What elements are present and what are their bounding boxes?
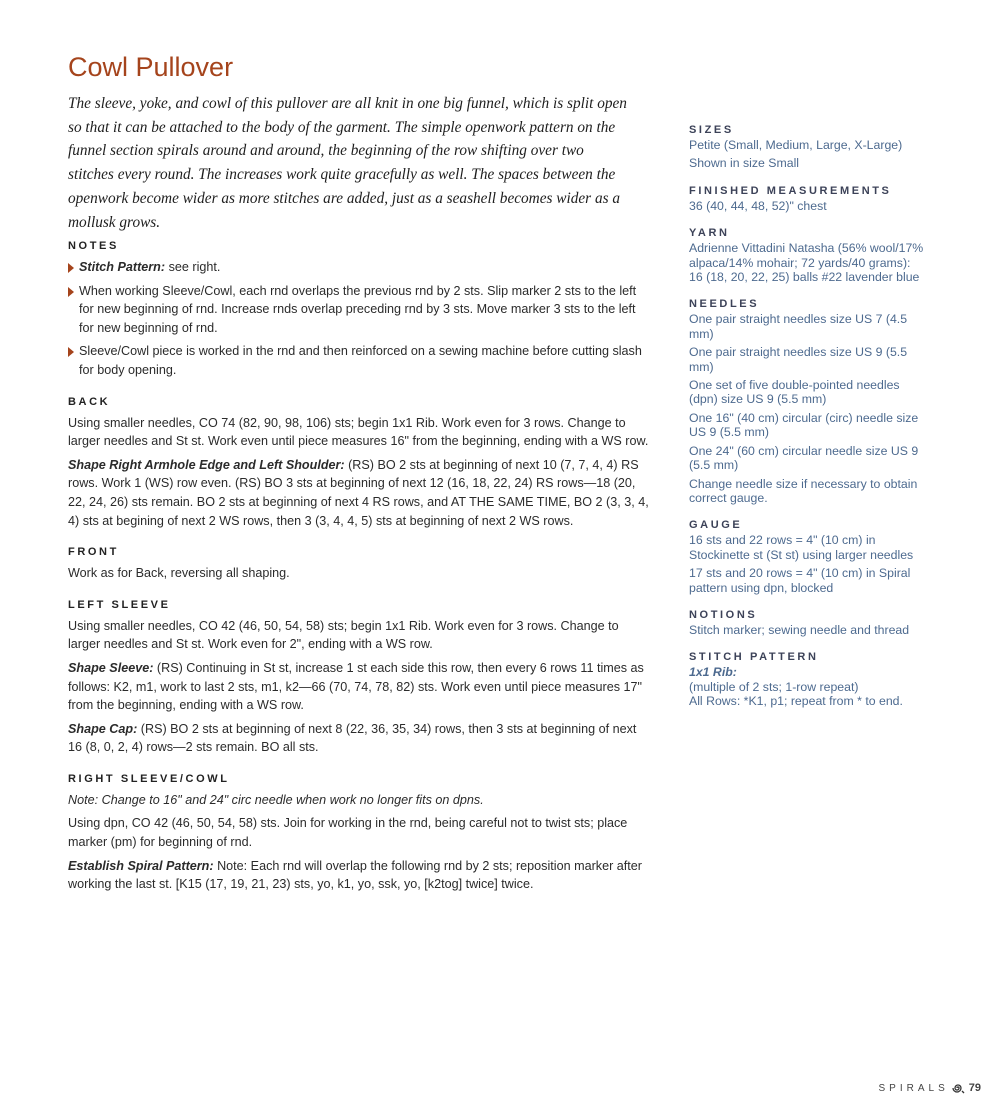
- sizes-line: Shown in size Small: [689, 156, 800, 171]
- back-shape-paragraph: [68, 456, 650, 530]
- shape-cap-paragraph: [68, 720, 650, 757]
- shape-sleeve-label: Shape Sleeve:: [68, 660, 154, 675]
- shape-cap-label: Shape Cap:: [68, 721, 138, 736]
- notes-item: [68, 342, 650, 379]
- needles-line: One pair straight needles size US 9 (5.5 mm): [689, 345, 908, 374]
- main-column: [68, 240, 650, 899]
- needles-line: One 24" (60 cm) circular needle size US 9 (5.5 mm): [689, 443, 919, 473]
- notes-heading: NOTES: [68, 240, 119, 252]
- notes-item-text: Sleeve/Cowl piece is worked in the rnd and then reinforced on a sewing machine before cutting slash for body opening.: [79, 344, 642, 377]
- sizes-line: Petite (Small, Medium, Large, X-Large): [689, 138, 903, 152]
- yarn-line: Adrienne Vittadini Natasha (56% wool/17% alpaca/14% mohair; 72 yards/40 grams): 16 (18, 20, 22, 25) balls #22 lavender blue: [689, 241, 924, 285]
- gauge-heading: GAUGE: [689, 519, 743, 532]
- notes-item-text: see right.: [165, 260, 221, 274]
- page-title: Cowl Pullover: [68, 52, 234, 82]
- back-heading: BACK: [68, 395, 111, 408]
- left-sleeve-heading: LEFT SLEEVE: [68, 598, 171, 611]
- stitch-pattern-block: [689, 665, 925, 708]
- stitch-pattern-sub: 1x1 Rib:: [689, 665, 737, 680]
- right-sleeve-note: Note: Change to 16" and 24" circ needle when work no longer fits on dpns.: [68, 792, 484, 807]
- notes-item: [68, 282, 650, 338]
- back-shape-label: Shape Right Armhole Edge and Left Shoulder:: [68, 457, 345, 472]
- left-sleeve-paragraph: Using smaller needles, CO 42 (46, 50, 54, 58) sts; begin 1x1 Rib. Work even for 3 rows. Change to larger needles and St st. Work even for 2", ending with a WS row.: [68, 618, 619, 652]
- triangle-bullet-icon: [68, 263, 74, 273]
- right-sleeve-heading: RIGHT SLEEVE/COWL: [68, 772, 230, 785]
- notions-heading: NOTIONS: [689, 608, 758, 621]
- shape-sleeve-paragraph: [68, 659, 650, 715]
- needles-line: Change needle size if necessary to obtain correct gauge.: [689, 476, 918, 505]
- stitch-pattern-line: (multiple of 2 sts; 1-row repeat): [689, 679, 859, 694]
- intro-paragraph: The sleeve, yoke, and cowl of this pullover are all knit in one big funnel, which is split open so that it can be attached to the body of the garment. The simple openwork pattern on the funnel section spirals around and around, the beginning of the row shifting over two stitches every round. The increases work quite gracefully as well. The spaces between the openwork become wider as more stitches are added, just as a seashell becomes wider as a mollusk grows.: [68, 95, 627, 231]
- needles-line: One pair straight needles size US 7 (4.5 mm): [689, 312, 908, 341]
- stitch-pattern-line: All Rows: *K1, p1; repeat from * to end.: [689, 694, 903, 709]
- needles-line: One 16" (40 cm) circular (circ) needle size US 9 (5.5 mm): [689, 410, 919, 440]
- back-shape-text: (RS) BO 2 sts at beginning of next 10 (7, 7, 4, 4) RS rows. Work 1 (WS) row even. (RS) BO 3 sts at beginning of next 12 (16, 18, 22, 24) RS rows—18 (20, 22, 24, 26) sts remain. BO 2 sts at beginning of next 4 RS rows, and AT THE SAME TIME, BO 2 (3, 3, 4, 4) sts at begining of next 2 WS rows, then 3 (3, 4, 4, 5) sts at beginning of next 2 WS rows.: [68, 457, 649, 528]
- spiral-pattern-text: Note: Each rnd will overlap the following rnd by 2 sts; reposition marker after working the last st. [K15 (17, 19, 21, 23) sts, yo, k1, yo, ssk, yo, [k2tog] twice] twice.: [68, 858, 642, 892]
- back-paragraph: Using smaller needles, CO 74 (82, 90, 98, 106) sts; begin 1x1 Rib. Work even for 3 rows. Change to larger needles and St st. Work even until piece measures 16" from the beginning, ending with a WS row.: [68, 415, 649, 449]
- footer-section-label: SPIRALS: [878, 1082, 949, 1094]
- triangle-bullet-icon: [68, 287, 74, 297]
- shape-cap-text: (RS) BO 2 sts at beginning of next 8 (22, 36, 35, 34) rows, then 3 sts at beginning of next 16 (8, 0, 2, 4) rows—2 sts remain. BO all sts.: [68, 721, 637, 755]
- finished-measurements-line: 36 (40, 44, 48, 52)" chest: [689, 198, 827, 213]
- shape-sleeve-text: (RS) Continuing in St st, increase 1 st each side this row, then every 6 rows 11 times as follows: K2, m1, work to last 2 sts, m1, k2—66 (70, 74, 78, 82) sts. Work even until piece measures 17" from the beginning, ending with a WS row.: [68, 660, 644, 713]
- needles-line: One set of five double-pointed needles (dpn) size US 9 (5.5 mm): [689, 378, 900, 407]
- notes-item-label: Stitch Pattern:: [79, 260, 166, 274]
- spiral-pattern-paragraph: [68, 857, 650, 894]
- sidebar: [689, 124, 925, 713]
- finished-measurements-heading: FINISHED MEASUREMENTS: [689, 184, 892, 197]
- right-sleeve-paragraph: Using dpn, CO 42 (46, 50, 54, 58) sts. Join for working in the rnd, being careful not to twist sts; place marker (pm) for beginning of rnd.: [68, 816, 628, 850]
- yarn-heading: YARN: [689, 227, 730, 240]
- page-footer: [879, 1082, 982, 1094]
- page-number: 79: [968, 1082, 981, 1094]
- notes-item-text: When working Sleeve/Cowl, each rnd overlaps the previous rnd by 2 sts. Slip marker 2 sts to the left for new beginning of rnd. Increase rnds overlap preceding rnd by 3 sts. Move marker 3 sts to the left for new beginning of rnd.: [79, 283, 637, 335]
- stitch-pattern-heading: STITCH PATTERN: [689, 651, 819, 664]
- gauge-line: 17 sts and 20 rows = 4" (10 cm) in Spiral pattern using dpn, blocked: [689, 566, 911, 595]
- spiral-pattern-label: Establish Spiral Pattern:: [68, 858, 214, 873]
- front-paragraph: Work as for Back, reversing all shaping.: [68, 566, 290, 581]
- gauge-line: 16 sts and 22 rows = 4" (10 cm) in Stockinette st (St st) using larger needles: [689, 533, 914, 562]
- front-heading: FRONT: [68, 546, 119, 559]
- spiral-shell-icon: [951, 1082, 965, 1094]
- sizes-heading: SIZES: [689, 124, 734, 136]
- notes-item: [68, 258, 650, 277]
- notions-line: Stitch marker; sewing needle and thread: [689, 622, 910, 637]
- triangle-bullet-icon: [68, 347, 74, 357]
- needles-heading: NEEDLES: [689, 298, 760, 311]
